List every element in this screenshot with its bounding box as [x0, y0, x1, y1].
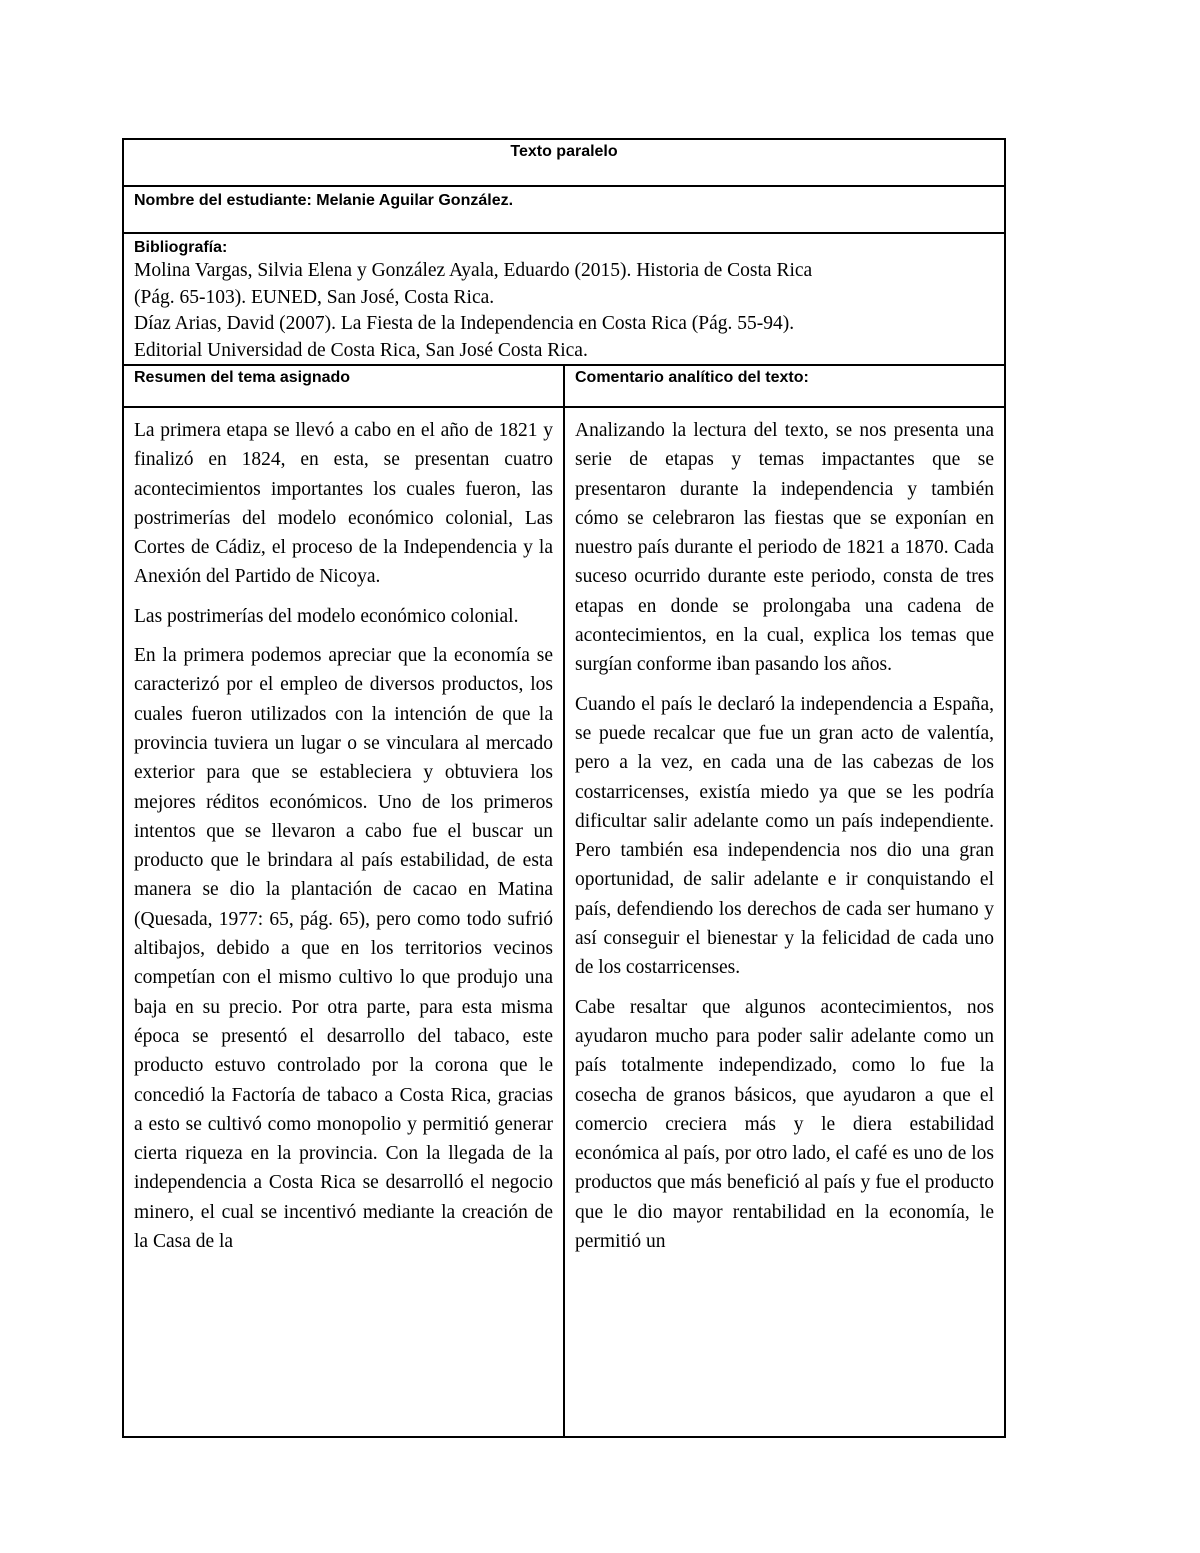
student-row	[123, 186, 1005, 233]
commentary-paragraph: Cabe resaltar que algunos acontecimientos, nos ayudaron mucho para poder salir adelante como un país totalmente independizado, como lo fue la cosecha de granos básicos, que ayudaron a que el comercio creciera más y le diera estabilidad económica al país, por otro lado, el café es uno de los productos que más benefició al país y fue el producto que le dio mayor rentabilidad en la economía, le permitió un	[575, 996, 995, 1253]
parallel-text-table	[122, 138, 1006, 1438]
summary-paragraph: Las postrimerías del modelo económico colonial.	[134, 605, 519, 627]
bibliography-row	[123, 233, 1005, 365]
bibliography-line: Díaz Arias, David (2007). La Fiesta de la Independencia en Costa Rica (Pág. 55-94).	[134, 313, 795, 334]
document-title: Texto paralelo	[510, 143, 618, 160]
bibliography-line: (Pág. 65-103). EUNED, San José, Costa Rica.	[134, 286, 495, 308]
commentary-paragraph: Analizando la lectura del texto, se nos presenta una serie de etapas y temas impactantes que se presentaron durante la independencia y también cómo se celebraron las fiestas que se exponían en nuestro país durante el periodo de 1821 a 1870. Cada suceso ocurrido durante este periodo, consta de tres etapas en donde se prolongaba una cadena de acontecimientos, en la cual, explica los temas que surgían conforme iban pasando los años.	[575, 420, 995, 676]
bibliography-line: Editorial Universidad de Costa Rica, San José Costa Rica.	[134, 339, 588, 361]
summary-paragraph: La primera etapa se llevó a cabo en el año de 1821 y finalizó en 1824, en esta, se presentan cuatro acontecimientos importantes los cuales fueron, las postrimerías del modelo económico colonial, Las Cortes de Cádiz, el proceso de la Independencia y la Anexión del Partido de Nicoya.	[134, 420, 553, 588]
summary-cell	[123, 407, 564, 1437]
title-row	[123, 139, 1005, 186]
summary-header: Resumen del tema asignado	[134, 369, 351, 386]
title-cell	[123, 139, 1005, 186]
bibliography-line: Molina Vargas, Silvia Elena y González Ayala, Eduardo (2015). Historia de Costa Rica	[134, 260, 813, 281]
bibliography-cell	[123, 233, 1005, 365]
commentary-header: Comentario analítico del texto:	[575, 369, 809, 386]
student-cell	[123, 186, 1005, 233]
commentary-paragraph: Cuando el país le declaró la independencia a España, se puede recalcar que fue un gran acto de valentía, pero a la vez, en cada una de las cabezas de los costarricenses, existía miedo ya que se les podría dificultar salir adelante como un país independiente. Pero también esa independencia nos dio una gran oportunidad, de salir adelante e ir conquistando el país, defendiendo los derechos de cada ser humano y así conseguir el bienestar y la felicidad de cada uno de los costarricenses.	[575, 693, 995, 979]
commentary-header-cell	[564, 365, 1005, 407]
bibliography-label: Bibliografía:	[134, 239, 228, 256]
summary-header-cell	[123, 365, 564, 407]
student-name: Nombre del estudiante: Melanie Aguilar González.	[134, 192, 514, 209]
commentary-cell	[564, 407, 1005, 1437]
content-row	[123, 407, 1005, 1437]
column-header-row	[123, 365, 1005, 407]
summary-paragraph: En la primera podemos apreciar que la economía se caracterizó por el empleo de diversos productos, los cuales fueron utilizados con la intención de que la provincia tuviera un lugar o se vinculara al mercado exterior para que se estableciera y obtuviera los mejores réditos económicos. Uno de los primeros intentos que se llevaron a cabo fue el buscar un producto que le brindara al país estabilidad, de esta manera se dio la plantación de cacao en Matina (Quesada, 1977: 65, pág. 65), pero como todo sufrió altibajos, debido a que en los territorios vecinos competían con el mismo cultivo lo que produjo una baja en su precio. Por otra parte, para esta misma época se presentó el desarrollo del tabaco, este producto estuvo controlado por la corona que le concedió la Factoría de tabaco a Costa Rica, gracias a esto se cultivó como monopolio y permitió generar cierta riqueza en la provincia. Con la llegada de la independencia a Costa Rica se desarrolló el negocio minero, el cual se incentivó mediante la creación de la Casa de la	[134, 645, 553, 1253]
